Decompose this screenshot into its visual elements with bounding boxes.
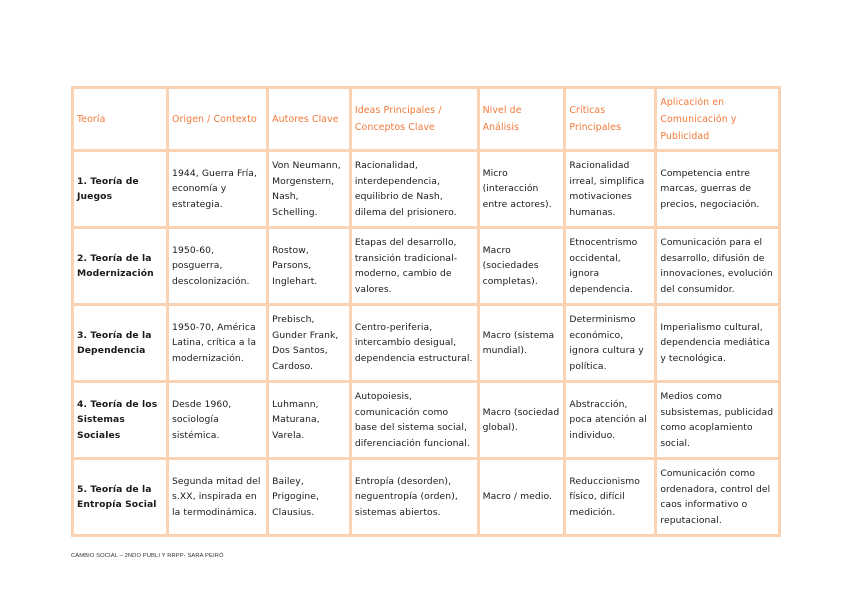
critiques-cell: Determinismo económico, ignora cultura y política. <box>566 306 654 380</box>
authors-cell: Bailey, Prigogine, Clausius. <box>269 460 349 534</box>
theory-name-cell: 4. Teoría de los Sistemas Sociales <box>74 383 166 457</box>
table-row <box>74 152 778 226</box>
authors-cell: Rostow, Parsons, Inglehart. <box>269 229 349 303</box>
ideas-cell: Etapas del desarrollo, transición tradicional-moderno, cambio de valores. <box>352 229 477 303</box>
application-cell: Comunicación como ordenadora, control del caos informativo o reputacional. <box>657 460 778 534</box>
origin-cell: Desde 1960, sociología sistémica. <box>169 383 266 457</box>
application-cell: Imperialismo cultural, dependencia mediática y tecnológica. <box>657 306 778 380</box>
origin-cell: 1950-70, América Latina, crítica a la modernización. <box>169 306 266 380</box>
header-cell-critiques: Críticas Principales <box>566 89 654 149</box>
header-cell-application: Aplicación en Comunicación y Publicidad <box>657 89 778 149</box>
level-cell: Macro (sociedad global). <box>480 383 564 457</box>
theory-name-cell: 1. Teoría de Juegos <box>74 152 166 226</box>
application-cell: Medios como subsistemas, publicidad como acoplamiento social. <box>657 383 778 457</box>
theory-name-cell: 2. Teoría de la Modernización <box>74 229 166 303</box>
authors-cell: Von Neumann, Morgenstern, Nash, Schelling. <box>269 152 349 226</box>
theories-comparison-table <box>71 86 781 537</box>
ideas-cell: Racionalidad, interdependencia, equilibrio de Nash, dilema del prisionero. <box>352 152 477 226</box>
header-cell-theory: Teoría <box>74 89 166 149</box>
header-cell-ideas: Ideas Principales / Conceptos Clave <box>352 89 477 149</box>
authors-cell: Luhmann, Maturana, Varela. <box>269 383 349 457</box>
critiques-cell: Racionalidad irreal, simplifica motivaciones humanas. <box>566 152 654 226</box>
application-cell: Comunicación para el desarrollo, difusión de innovaciones, evolución del consumidor. <box>657 229 778 303</box>
level-cell: Macro (sociedades completas). <box>480 229 564 303</box>
level-cell: Micro (interacción entre actores). <box>480 152 564 226</box>
header-cell-level: Nivel de Análisis <box>480 89 564 149</box>
ideas-cell: Centro-periferia, intercambio desigual, dependencia estructural. <box>352 306 477 380</box>
table-row <box>74 306 778 380</box>
level-cell: Macro (sistema mundial). <box>480 306 564 380</box>
theory-name-cell: 3. Teoría de la Dependencia <box>74 306 166 380</box>
origin-cell: 1950-60, posguerra, descolonización. <box>169 229 266 303</box>
ideas-cell: Autopoiesis, comunicación como base del sistema social, diferenciación funcional. <box>352 383 477 457</box>
authors-cell: Prebisch, Gunder Frank, Dos Santos, Cardoso. <box>269 306 349 380</box>
ideas-cell: Entropía (desorden), neguentropía (orden), sistemas abiertos. <box>352 460 477 534</box>
table-row <box>74 229 778 303</box>
table-row <box>74 460 778 534</box>
page-footer: CAMBIO SOCIAL – 2NDO PUBLI Y RRPP- SARA PEIRÓ <box>71 553 224 559</box>
table-row <box>74 383 778 457</box>
critiques-cell: Reduccionismo físico, difícil medición. <box>566 460 654 534</box>
origin-cell: Segunda mitad del s.XX, inspirada en la termodinámica. <box>169 460 266 534</box>
critiques-cell: Etnocentrismo occidental, ignora dependencia. <box>566 229 654 303</box>
application-cell: Competencia entre marcas, guerras de precios, negociación. <box>657 152 778 226</box>
critiques-cell: Abstracción, poca atención al individuo. <box>566 383 654 457</box>
theories-table-container <box>71 86 781 537</box>
level-cell: Macro / medio. <box>480 460 564 534</box>
origin-cell: 1944, Guerra Fría, economía y estrategia. <box>169 152 266 226</box>
header-cell-authors: Autores Clave <box>269 89 349 149</box>
table-header-row <box>74 89 778 149</box>
theory-name-cell: 5. Teoría de la Entropía Social <box>74 460 166 534</box>
header-cell-origin: Origen / Contexto <box>169 89 266 149</box>
